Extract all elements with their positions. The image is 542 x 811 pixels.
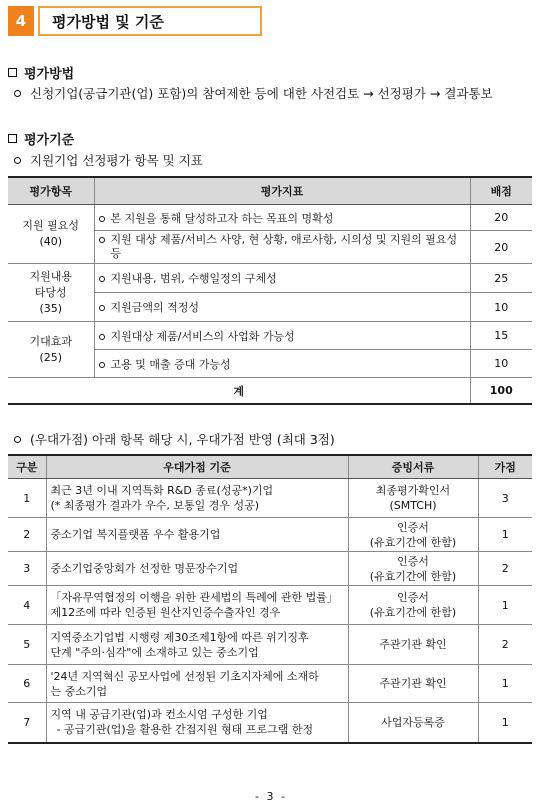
table-row: 5 지역중소기업법 시행령 제30조제1항에 따른 위기징후 단계 "주의·심각"에 소재하고 있는 중소기업 주관기관 확인 2 xyxy=(8,625,532,665)
table-row xyxy=(8,264,532,293)
column-header: 가점 xyxy=(478,455,532,479)
score-cell: 25 xyxy=(470,264,532,293)
table-header-row xyxy=(8,177,532,205)
score-cell: 20 xyxy=(470,231,532,264)
criteria-subheading: 지원기업 선정평가 항목 및 지표 xyxy=(8,151,203,169)
indicator-cell: 지원금액의 적정성 xyxy=(94,293,470,322)
circle-bullet-icon xyxy=(99,237,105,243)
table-row: 7 지역 내 공급기관(업)과 컨소시엄 구성한 기업 - 공급기관(업)을 활용한 간접지원 형태 프로그램 한정 사업자등록증 1 xyxy=(8,703,532,743)
bonus-text: (우대가점) 아래 항목 해당 시, 우대가점 반영 (최대 3점) xyxy=(8,430,335,448)
table-row xyxy=(8,322,532,350)
indicator-cell: 고용 및 매출 증대 가능성 xyxy=(94,350,470,378)
total-row xyxy=(8,378,532,405)
column-header: 증빙서류 xyxy=(348,455,478,479)
column-header: 평가지표 xyxy=(94,177,470,205)
table-row: 3 중소기업중앙회가 선정한 명문장수기업 인증서 (유효기간에 한함) 2 xyxy=(8,552,532,586)
method-text: 신청기업(공급기관(업) 포함)의 참여제한 등에 대한 사전검토 → 선정평가 → 결과통보 xyxy=(8,84,493,102)
criteria-heading: 평가기준 xyxy=(8,129,74,148)
table-row: 2 중소기업 복지플랫폼 우수 활용기업 인증서 (유효기간에 한함) 1 xyxy=(8,518,532,552)
circle-bullet-icon xyxy=(14,90,21,97)
indicator-cell: 지원대상 제품/서비스의 사업화 가능성 xyxy=(94,322,470,350)
table-header-row xyxy=(8,455,532,479)
table-row: 1 최근 3년 이내 지역특화 R&D 종료(성공*)기업 (* 최종평가 결과가 우수, 보통일 경우 성공) 최종평가확인서 (SMTCH) 3 xyxy=(8,479,532,518)
indicator-cell: 지원내용, 범위, 수행일정의 구체성 xyxy=(94,264,470,293)
category-cell: 지원내용 타당성 (35) xyxy=(8,264,94,322)
square-bullet-icon xyxy=(8,68,17,77)
square-bullet-icon xyxy=(8,134,17,143)
circle-bullet-icon xyxy=(99,362,105,368)
circle-bullet-icon xyxy=(99,305,105,311)
circle-bullet-icon xyxy=(99,276,105,282)
column-header: 우대가점 기준 xyxy=(46,455,348,479)
table-row xyxy=(8,205,532,231)
column-header: 배점 xyxy=(470,177,532,205)
section-title: 평가방법 및 기준 xyxy=(38,6,262,36)
score-cell: 10 xyxy=(470,350,532,378)
section-number: 4 xyxy=(8,6,34,36)
table-row: 4 「자유무역협정의 이행을 위한 관세법의 특례에 관한 법률」 제12조에 따라 인증된 원산지인증수출자인 경우 인증서 (유효기간에 한함) 1 xyxy=(8,586,532,625)
page-number: - 3 - xyxy=(255,790,287,803)
circle-bullet-icon xyxy=(99,216,105,222)
method-heading: 평가방법 xyxy=(8,63,74,82)
category-cell: 지원 필요성 (40) xyxy=(8,205,94,264)
column-header: 구분 xyxy=(8,455,46,479)
score-cell: 15 xyxy=(470,322,532,350)
criteria-table xyxy=(8,176,532,405)
bonus-table xyxy=(8,454,532,744)
score-cell: 20 xyxy=(470,205,532,231)
circle-bullet-icon xyxy=(99,334,105,340)
score-cell: 10 xyxy=(470,293,532,322)
indicator-cell: 지원 대상 제품/서비스 사양, 현 상황, 애로사항, 시의성 및 지원의 필요성 등 xyxy=(94,231,470,264)
circle-bullet-icon xyxy=(14,436,21,443)
total-label: 계 xyxy=(8,378,470,405)
circle-bullet-icon xyxy=(14,157,21,164)
table-row: 6 '24년 지역혁신 공모사업에 선정된 기초지자체에 소재하 는 중소기업 주관기관 확인 1 xyxy=(8,665,532,703)
category-cell: 기대효과 (25) xyxy=(8,322,94,378)
indicator-cell: 본 지원을 통해 달성하고자 하는 목표의 명확성 xyxy=(94,205,470,231)
column-header: 평가항목 xyxy=(8,177,94,205)
section-header xyxy=(8,6,262,36)
total-score: 100 xyxy=(470,378,532,405)
